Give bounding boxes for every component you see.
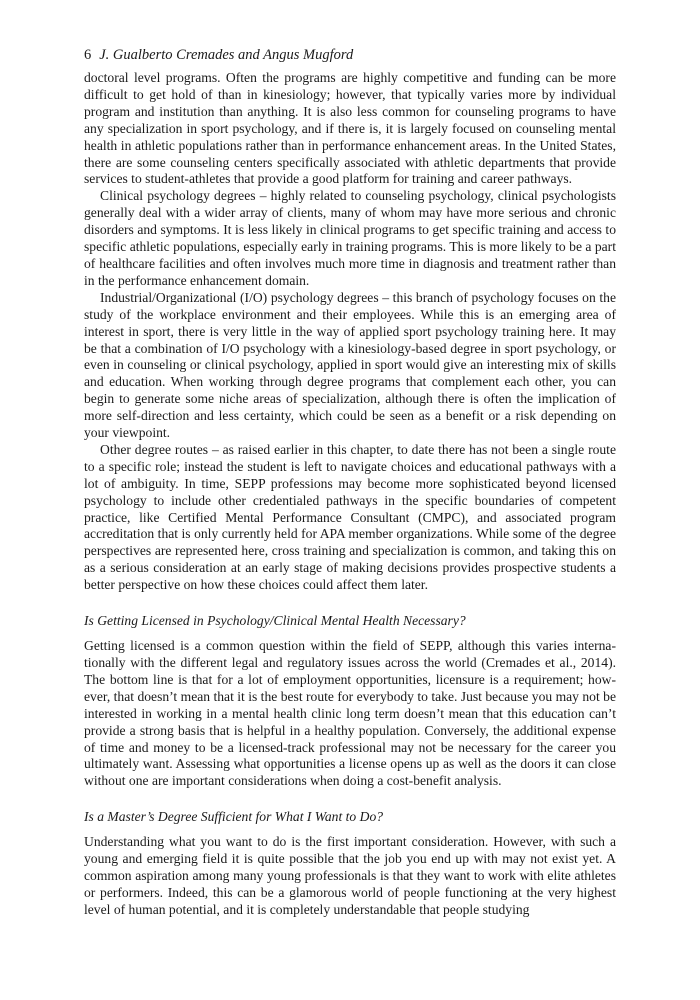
body-paragraph-masters: Understanding what you want to do is the first important consideration. However, with such a young and emerging field it is quite possible that the job you end up with may not exist yet. A common aspiration among many young professionals is that they want to work with elite athletes or performers. Indeed, this can be a glamorous world of people functioning at the very highest level of human potential, and it is completely understandable that people studying [84, 834, 616, 917]
book-page [84, 46, 616, 919]
body-paragraph-licensed: Getting licensed is a common question within the field of SEPP, although this varies internationally with the different legal and regulatory issues across the world (Cremades et al., 2014). The bottom line is that for a lot of employment opportunities, licensure is a requirement; however, that doesn’t mean that it is the best route for everybody to take. Just because you may not be interested in working in a mental health clinic long term doesn’t mean that this education can’t provide a strong basis that is helpful in a healthy population. Conversely, the additional expense of time and money to be a licensed-track professional may not be necessary for the career you ultimately want. Assessing what opportunities a license opens up as well as the doors it can close without one are important considerations when doing a cost-benefit analysis. [84, 638, 616, 789]
body-paragraph-counseling: doctoral level programs. Often the programs are highly competitive and funding can be more difficult to get hold of than in kinesiology; however, that typically varies more by individual program and institution than anything. It is also less common for counseling programs to have any specialization in sport psychology, and if there is, it is largely focused on counseling mental health in athletic populations rather than in performance enhancement areas. In the United States, there are some counseling centers specifically associated with athletic departments that provide services to student-athletes that provide a good platform for training and career pathways. [84, 70, 616, 187]
page-number: 6 [84, 47, 92, 63]
body-paragraph-io: Industrial/Organizational (I/O) psychology degrees – this branch of psychology focuses on the study of the workplace environment and their employees. While this is an emerging area of interest in sport, there is very little in the way of applied sport psychology training here. It may be that a combination of I/O psychology with a kinesiology-based degree in sport psychology, or even in counseling or clinical psychology, applied in sport would give an interesting mix of skills and education. When working through degree programs that complement each other, you can begin to generate some niche areas of specialization, although there is often the implication of more self-direction and less certainty, which could be seen as a benefit or a risk depending on your viewpoint. [84, 289, 616, 441]
section-heading-licensed: Is Getting Licensed in Psychology/Clinical Mental Health Necessary? [84, 613, 466, 629]
body-paragraph-clinical: Clinical psychology degrees – highly related to counseling psychology, clinical psychologists generally deal with a wider array of clients, many of whom may have more serious and chronic disorders and symptoms. It is less likely in clinical programs to get specific training and access to specific athletic populations, especially early in training programs. This is more likely to be a part of healthcare facilities and often involves much more time in diagnosis and treatment rather than in the performance enhancement domain. [84, 188, 616, 288]
running-head-authors: J. Gualberto Cremades and Angus Mugford [99, 47, 354, 63]
section-heading-masters: Is a Master’s Degree Sufficient for What I Want to Do? [84, 809, 384, 825]
body-paragraph-other-routes: Other degree routes – as raised earlier in this chapter, to date there has not been a single route to a specific role; instead the student is left to navigate choices and educational pathways with a lot of ambiguity. In time, SEPP professions may become more sophisticated beyond licensed psychology to include other credentialed pathways in the specific boundaries of competent practice, like Certified Mental Performance Consultant (CMPC), and associated program accreditation that is only currently held for APA member organizations. While some of the degree perspectives are represented here, cross training and specialization is common, and taking this on as a serious consideration at an early stage of making decisions provides prospective students a better perspective on how these choices could affect them later. [84, 441, 616, 593]
running-head [84, 46, 616, 64]
